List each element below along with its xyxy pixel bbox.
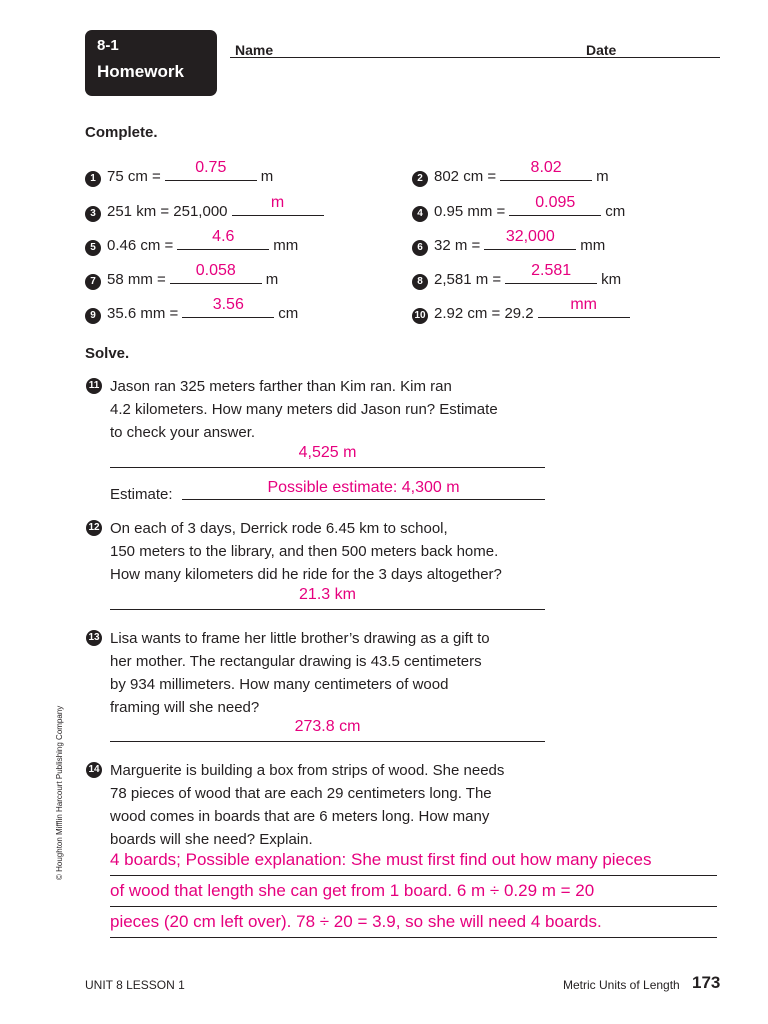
problem-line: framing will she need? [110,699,260,716]
complete-heading: Complete. [85,124,158,141]
problem-line: boards will she need? Explain. [110,831,313,848]
exercise-prefix: 0.95 mm = [434,203,506,220]
handwritten-answer: 3.56 [212,296,244,313]
exercise-3 [85,194,328,222]
number-badge: 7 [85,274,101,290]
lesson-badge [85,30,217,96]
problem-line: On each of 3 days, Derrick rode 6.45 km to school, [110,520,448,537]
lesson-number: 8-1 [97,37,119,54]
answer-line [110,467,545,468]
number-badge: 3 [85,206,101,222]
problem-line: Jason ran 325 meters farther than Kim ran. Kim ran [110,378,452,395]
exercise-8 [412,262,622,290]
answer-blank [177,228,269,250]
problem-line: by 934 millimeters. How many centimeters of wood [110,676,449,693]
handwritten-answer: 4.6 [212,228,235,245]
date-label: Date [586,42,617,58]
number-badge: 4 [412,206,428,222]
answer-line [110,609,545,610]
answer-blank [170,262,262,284]
exercise-suffix: cm [278,305,299,322]
answer-blank [505,262,597,284]
problem-13-answer: 273.8 cm [294,718,361,735]
exercise-prefix: 2,581 m = [434,271,502,288]
problem-11 [88,375,560,444]
exercise-2 [412,159,609,187]
exercise-prefix: 2.92 cm = 29.2 [434,305,534,322]
problem-14-answer-line-2: of wood that length she can get from 1 board. 6 m ÷ 0.29 m = 20 [110,881,595,900]
number-badge: 12 [86,520,102,536]
problem-line: wood comes in boards that are 6 meters long. How many [110,808,490,825]
answer-blank [500,159,592,181]
name-label: Name [235,42,274,58]
problem-12-answer: 21.3 km [299,586,356,603]
copyright-notice: © Houghton Mifflin Harcourt Publishing Company [55,705,64,880]
number-badge: 13 [86,630,102,646]
number-badge: 2 [412,171,428,187]
handwritten-answer: 32,000 [505,228,555,245]
problem-13 [88,627,560,719]
lesson-type: Homework [97,62,184,81]
problem-line: 78 pieces of wood that are each 29 centimeters long. The [110,785,492,802]
exercise-7 [85,262,279,290]
handwritten-answer: 0.058 [195,262,236,279]
number-badge: 10 [412,308,428,324]
number-badge: 8 [412,274,428,290]
handwritten-answer: 0.75 [195,159,227,176]
problem-14-answer-line-3: pieces (20 cm left over). 78 ÷ 20 = 3.9, so she will need 4 boards. [110,912,602,931]
number-badge: 5 [85,240,101,256]
name-date-line [230,57,720,58]
answer-blank [232,194,324,216]
number-badge: 14 [86,762,102,778]
answer-blank [484,228,576,250]
problem-14 [88,759,560,851]
answer-line [110,741,545,742]
number-badge: 1 [85,171,101,187]
exercise-suffix: km [601,271,622,288]
problem-12 [88,517,560,586]
handwritten-answer: 0.095 [535,194,576,211]
problem-line: Marguerite is building a box from strips of wood. She needs [110,762,505,779]
exercise-5 [85,228,299,256]
exercise-prefix: 251 km = 251,000 [107,203,228,220]
handwritten-answer: m [270,194,285,211]
problem-line: 4.2 kilometers. How many meters did Jason run? Estimate [110,401,498,418]
problem-line: to check your answer. [110,424,256,441]
exercise-suffix: cm [605,203,626,220]
exercise-suffix: m [596,168,609,185]
answer-blank [538,296,630,318]
handwritten-answer: 8.02 [530,159,562,176]
exercise-suffix: mm [273,237,299,254]
exercise-1 [85,159,274,187]
exercise-suffix: m [260,168,274,185]
answer-line [110,937,717,938]
problem-14-answer-line-1: 4 boards; Possible explanation: She must first find out how many pieces [110,850,652,869]
estimate-label: Estimate: [110,486,173,503]
exercise-prefix: 32 m = [434,237,481,254]
exercise-prefix: 802 cm = [434,168,497,185]
exercise-suffix: m [265,271,279,288]
answer-blank [509,194,601,216]
problem-line: How many kilometers did he ride for the 3 days altogether? [110,566,502,583]
page-number: 173 [692,973,721,992]
exercise-prefix: 0.46 cm = [107,237,174,254]
handwritten-answer: mm [570,296,597,313]
answer-blank [165,159,257,181]
answer-line [182,499,545,500]
answer-blank [182,296,274,318]
exercise-prefix: 58 mm = [107,271,166,288]
answer-line [110,906,717,907]
exercise-9 [85,296,299,324]
exercise-10 [412,296,634,324]
footer-unit-lesson: UNIT 8 LESSON 1 [85,978,185,992]
exercise-suffix: mm [580,237,606,254]
number-badge: 11 [86,378,102,394]
problem-line: her mother. The rectangular drawing is 43.5 centimeters [110,653,482,670]
problem-11-answer: 4,525 m [298,444,357,461]
exercise-prefix: 35.6 mm = [107,305,179,322]
exercise-6 [412,228,606,256]
number-badge: 6 [412,240,428,256]
solve-heading: Solve. [85,345,130,362]
exercise-4 [412,194,626,222]
number-badge: 9 [85,308,101,324]
handwritten-answer: 2.581 [531,262,572,279]
footer-title: Metric Units of Length [563,978,680,992]
problem-line: Lisa wants to frame her little brother’s drawing as a gift to [110,630,490,647]
answer-line [110,875,717,876]
problem-line: 150 meters to the library, and then 500 meters back home. [110,543,499,560]
estimate-answer: Possible estimate: 4,300 m [267,479,460,496]
exercise-prefix: 75 cm = [107,168,161,185]
